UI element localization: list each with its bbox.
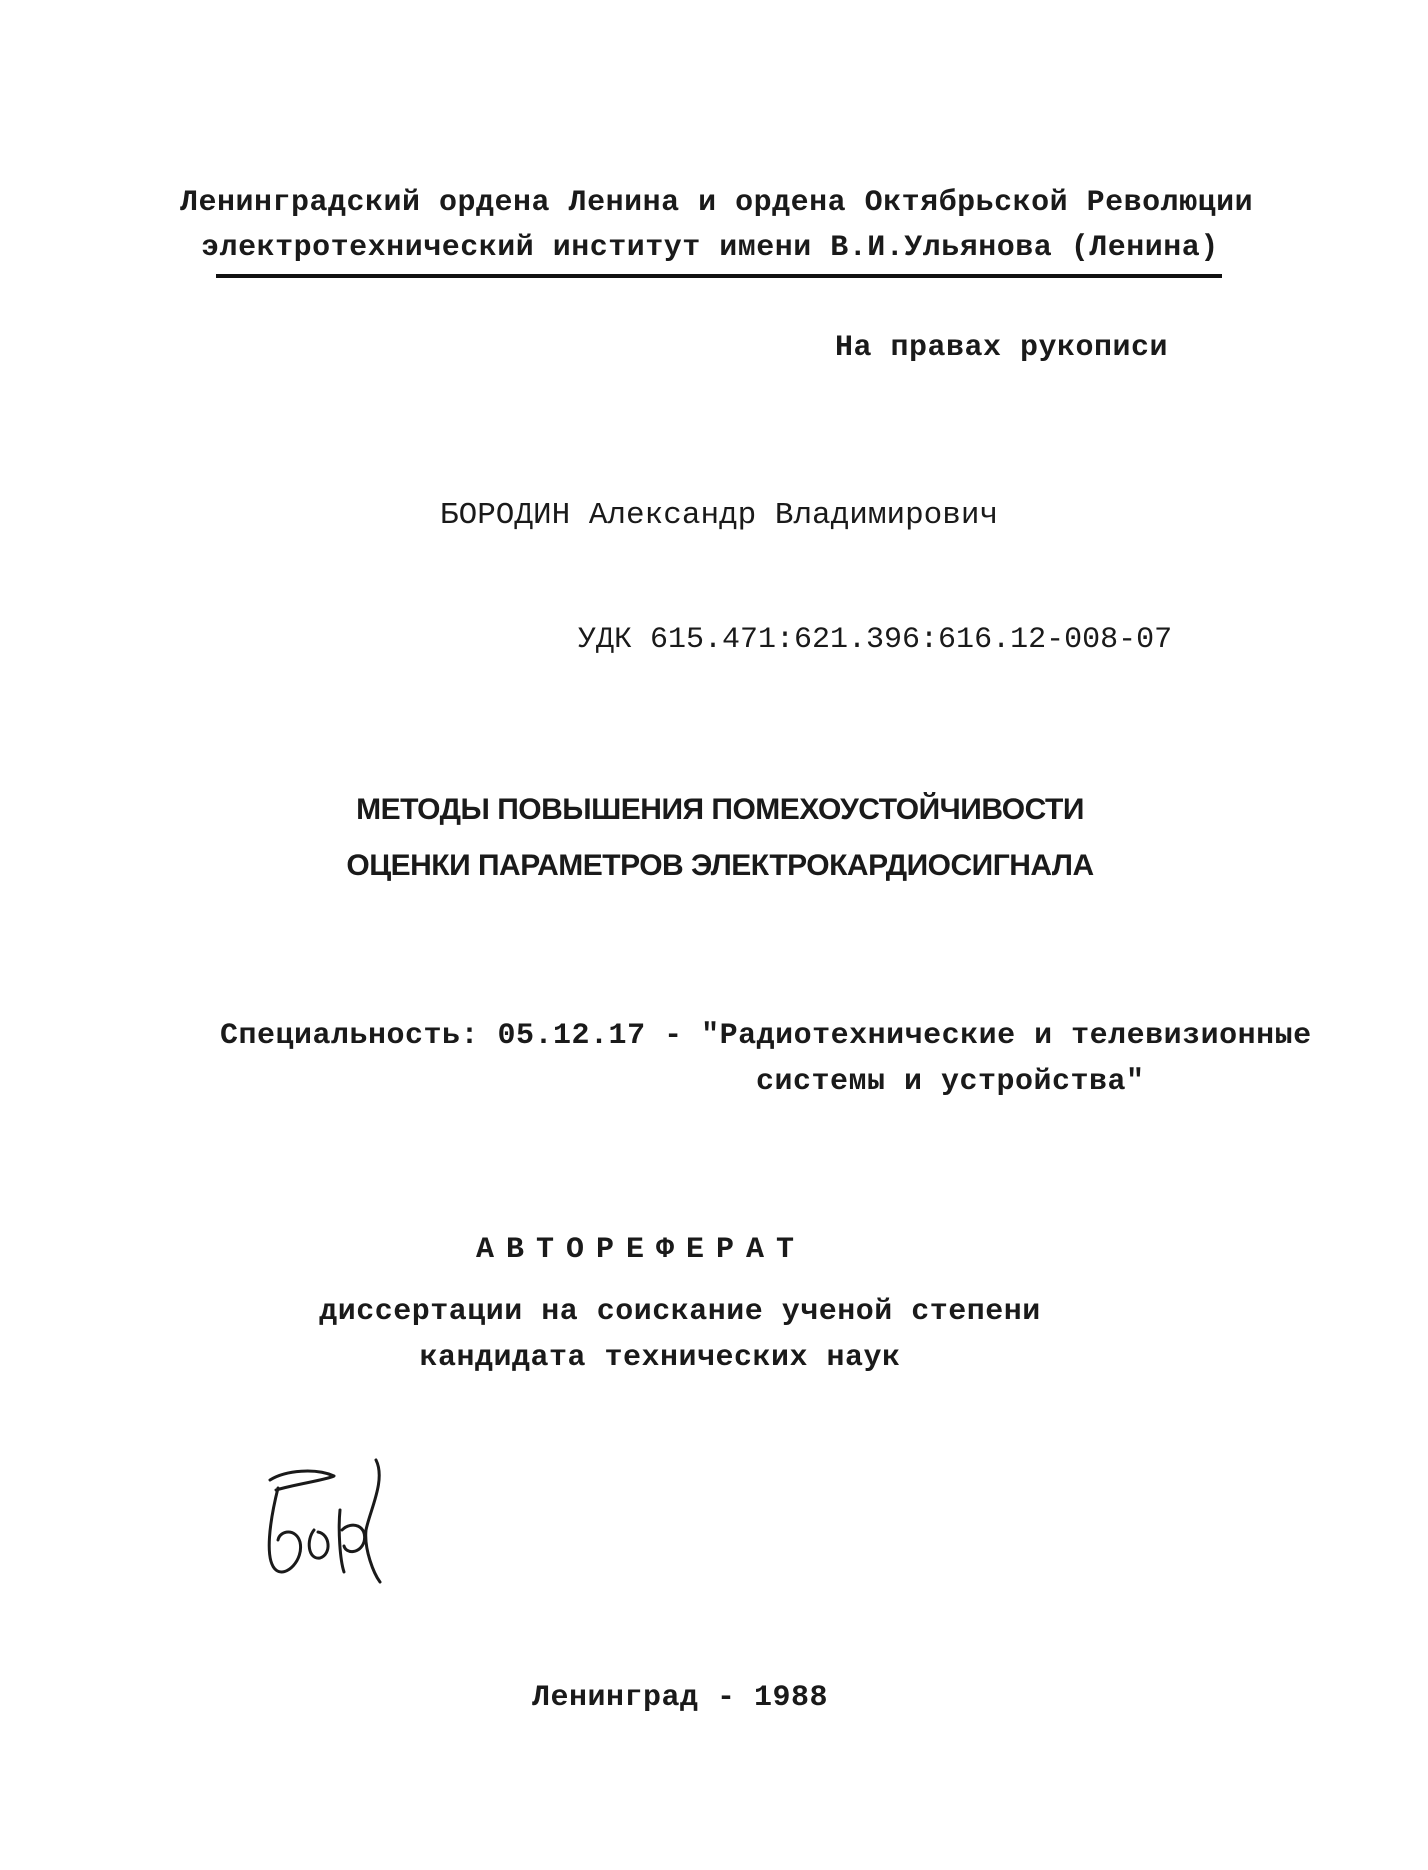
author-name: БОРОДИН Александр Владимирович bbox=[440, 498, 999, 533]
handwritten-signature bbox=[256, 1450, 416, 1590]
specialty-line-2: системы и устройства" bbox=[756, 1065, 1145, 1099]
udc-code: УДК 615.471:621.396:616.12-008-07 bbox=[578, 623, 1173, 657]
institute-name-line-1: Ленинградский ордена Ленина и ордена Октябрьской Революции bbox=[180, 186, 1254, 220]
header-divider bbox=[216, 274, 1222, 278]
institute-name-line-2: электротехнический институт имени В.И.Ульянова (Ленина) bbox=[201, 231, 1219, 265]
place-and-year: Ленинград - 1988 bbox=[531, 1681, 829, 1715]
thesis-title-line-1: МЕТОДЫ ПОВЫШЕНИЯ ПОМЕХОУСТОЙЧИВОСТИ bbox=[356, 793, 1084, 826]
degree-line-1: диссертации на соискание ученой степени bbox=[319, 1295, 1041, 1329]
abstract-label: АВТОРЕФЕРАТ bbox=[476, 1233, 807, 1267]
specialty-line-1: Специальность: 05.12.17 - "Радиотехнические и телевизионные bbox=[220, 1019, 1312, 1053]
degree-line-2: кандидата технических наук bbox=[419, 1341, 901, 1375]
manuscript-rights-note: На правах рукописи bbox=[835, 331, 1169, 365]
thesis-title-line-2: ОЦЕНКИ ПАРАМЕТРОВ ЭЛЕКТРОКАРДИОСИГНАЛА bbox=[346, 849, 1094, 882]
